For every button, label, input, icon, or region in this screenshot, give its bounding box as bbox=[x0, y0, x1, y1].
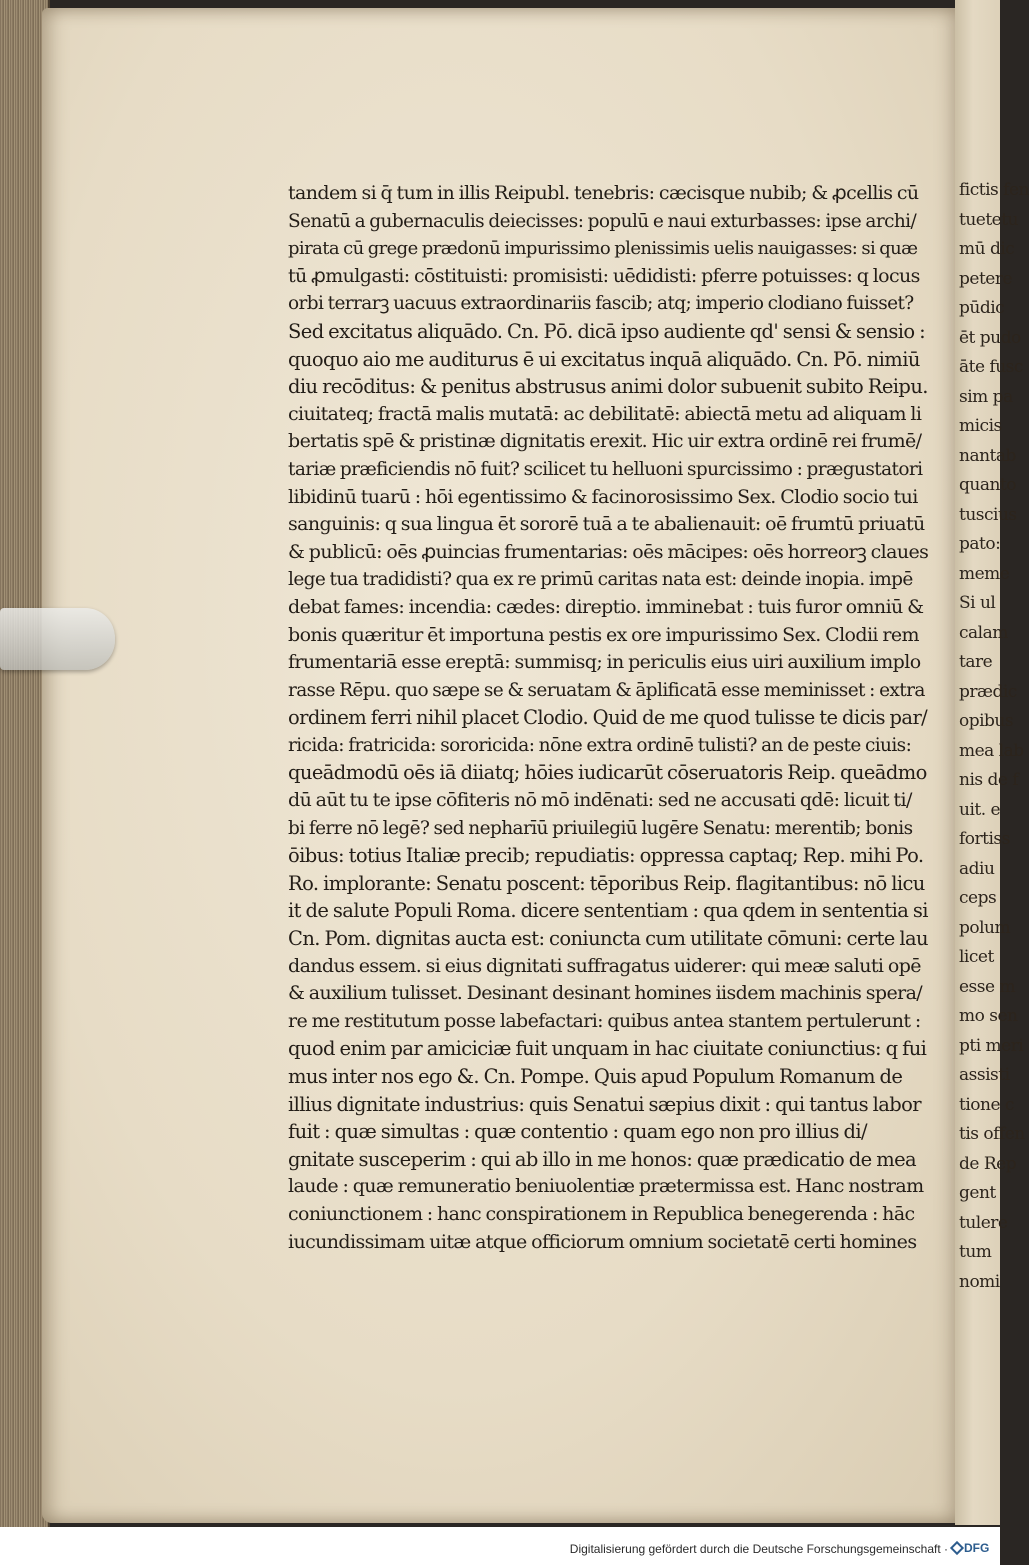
text-line: lege tua tradidisti? qua ex re primū caritas nata est: deinde inopia. impē bbox=[288, 569, 913, 591]
text-line: quod enim par amiciciæ fuit unquam in hac ciuitate coniunctius: q fui bbox=[288, 1037, 927, 1061]
text-line: frumentariā esse ereptā: summisq; in periculis eius uiri auxilium implo bbox=[288, 651, 921, 674]
facing-text-fragment: tulere bbox=[959, 1212, 1008, 1233]
dfg-logo-text: DFG bbox=[964, 1541, 990, 1555]
facing-text-fragment: uit. e bbox=[959, 799, 1001, 820]
text-line: Ro. implorante: Senatu poscent: tēporibus Reip. flagitantibus: nō licu bbox=[288, 871, 925, 895]
facing-text-fragment: nomi bbox=[959, 1271, 1000, 1292]
text-line: Senatū a gubernaculis deiecisses: populū e naui exturbasses: ipse archi/ bbox=[288, 210, 917, 232]
facing-text-fragment: adiu bbox=[959, 858, 995, 879]
text-line: gnitate susceperim : qui ab illo in me honos: quæ prædicatio de mea bbox=[288, 1147, 917, 1171]
facing-text-fragment: meme bbox=[959, 563, 1010, 584]
text-line: Sed excitatus aliquādo. Cn. Pō. dicā ipso audiente qd' sensi & sensio : bbox=[288, 319, 926, 343]
facing-text-fragment: petere bbox=[959, 268, 1013, 289]
facing-text-fragment: tis offen bbox=[959, 1124, 1025, 1144]
text-line: & publicū: oēs ꝓuincias frumentarias: oēs mācipes: oēs horreorꝫ claues bbox=[288, 540, 929, 563]
facing-text-fragment: fictis fen bbox=[959, 180, 1029, 200]
text-line: ricida: fratricida: sororicida: nōne extra ordinē tulisti? an de peste ciuis: bbox=[288, 734, 912, 756]
facing-text-fragment: pti meri bbox=[959, 1035, 1024, 1056]
text-line: Cn. Pom. dignitas aucta est: coniuncta cum utilitate cōmuni: certe lau bbox=[288, 927, 928, 951]
facing-text-fragment: esse m bbox=[959, 976, 1016, 997]
facing-text-fragment: micis bbox=[959, 416, 1002, 436]
text-line: iucundissimam uitæ atque officiorum omnium societatē certi homines bbox=[288, 1230, 917, 1253]
text-line: pirata cū grege prædonū impurissimo plenissimis uelis nauigasses: si quæ bbox=[288, 238, 918, 260]
text-line: laude : quæ remuneratio beniuolentiæ prætermissa est. Hanc nostram bbox=[288, 1175, 924, 1198]
facing-text-fragment: polum bbox=[959, 917, 1011, 938]
facing-text-fragment: de Rep bbox=[959, 1153, 1017, 1174]
facing-text-fragment: tuetetu bbox=[959, 209, 1019, 230]
facing-text-fragment: pūdic bbox=[959, 298, 1005, 318]
facing-text-fragment: tum bbox=[959, 1242, 992, 1262]
text-line: libidinū tuarū : hōi egentissimo & facinorosissimo Sex. Clodio socio tui bbox=[288, 485, 918, 508]
facing-text-fragment: tare bbox=[959, 652, 993, 672]
text-line: diu recōditus: & penitus abstrusus animi dolor subuenit subito Reipu. bbox=[288, 375, 928, 399]
dfg-diamond-icon bbox=[950, 1541, 964, 1555]
text-line: ordinem ferri nihil placet Clodio. Quid de me quod tulisse te dicis par/ bbox=[288, 706, 928, 730]
page-clamp bbox=[0, 608, 115, 670]
facing-text-fragment: tuscius bbox=[959, 504, 1017, 525]
facing-text-fragment: āte fusc bbox=[959, 357, 1023, 377]
text-line: rasse Rēpu. quo sæpe se & seruatam & āplificatā esse meminisset : extra bbox=[288, 679, 925, 701]
main-text-block bbox=[288, 180, 928, 1256]
facing-text-fragment: mū dic bbox=[959, 239, 1015, 259]
text-line: orbi terrarꝫ uacuus extraordinariis fascib; atq; imperio clodiano fuisset? bbox=[288, 293, 914, 315]
facing-text-fragment: pato: bbox=[959, 534, 1001, 554]
facing-text-fragment: calam bbox=[959, 622, 1008, 643]
text-line: bertatis spē & pristinæ dignitatis erexit. Hic uir extra ordinē rei frumē/ bbox=[288, 430, 922, 453]
facing-text-fragment: nis de f bbox=[959, 770, 1019, 790]
facing-text-fragment: tione c bbox=[959, 1094, 1014, 1115]
text-line: re me restitutum posse labefactari: quibus antea stantem pertulerunt : bbox=[288, 1009, 921, 1032]
facing-text-fragment: quanto bbox=[959, 475, 1016, 495]
facing-text-fragment: ēt pudo bbox=[959, 327, 1021, 348]
facing-text-fragment: mo sen bbox=[959, 1006, 1018, 1026]
facing-text-fragment: prædic bbox=[959, 681, 1017, 702]
facing-text-fragment: nantab bbox=[959, 445, 1016, 466]
text-line: illius dignitate industrius: quis Senatui sæpius dixit : qui tantus labor bbox=[288, 1092, 921, 1116]
text-line: dū aūt tu te ipse cōfiteris nō mō indēnati: sed ne accusati qdē: licuit ti/ bbox=[288, 789, 912, 812]
text-line: sanguinis: q sua lingua ēt sororē tuā a te abalienauit: oē frumtū priuatū bbox=[288, 513, 925, 536]
text-line: quoquo aio me auditurus ē ui excitatus inquā aliquādo. Cn. Pō. nimiū bbox=[288, 347, 920, 371]
facing-text-fragment: mea lab bbox=[959, 740, 1024, 761]
text-line: tandem si q̄ tum in illis Reipubl. tenebris: cæcisque nubib; & ꝓcellis cū bbox=[288, 182, 919, 204]
facing-text-fragment: Si ul bbox=[959, 593, 996, 613]
text-line: bonis quæritur ēt importuna pestis ex ore impurissimo Sex. Clodii rem bbox=[288, 623, 919, 646]
text-line: & auxilium tulisset. Desinant desinant homines iisdem machinis spera/ bbox=[288, 982, 923, 1005]
text-line: queādmodū oēs iā diiatq; hōies iudicarūt cōseruatoris Reip. queādmo bbox=[288, 761, 927, 785]
text-line: tariæ præficiendis nō fuit? scilicet tu helluoni spurcissimo : prægustatori bbox=[288, 458, 923, 480]
text-line: ōibus: totius Italiæ precib; repudiatis: oppressa captaq; Rep. mihi Po. bbox=[288, 844, 924, 868]
text-line: it de salute Populi Roma. dicere sententiam : qua qdem in sententia si bbox=[288, 899, 928, 923]
text-line: tū ꝓmulgasti: cōstituisti: promisisti: uēdidisti: pferre potuisses: q locus bbox=[288, 264, 920, 287]
facing-text-fragment: fortiss bbox=[959, 829, 1010, 849]
facing-text-fragment: opibus bbox=[959, 711, 1014, 731]
text-line: mus inter nos ego &. Cn. Pompe. Quis apud Populum Romanum de bbox=[288, 1065, 903, 1088]
dfg-logo bbox=[952, 1539, 992, 1557]
text-line: coniunctionem : hanc conspirationem in Republica benegerenda : hāc bbox=[288, 1202, 915, 1225]
facing-text-fragment: sim pa bbox=[959, 386, 1013, 407]
funding-credit: Digitalisierung gefördert durch die Deutsche Forschungsgemeinschaft · bbox=[569, 1542, 948, 1556]
facing-text-fragment: licet bbox=[959, 947, 994, 967]
facing-page bbox=[955, 0, 1029, 1525]
text-line: fuit : quæ simultas : quæ contentio : quam ego non pro illius di/ bbox=[288, 1120, 867, 1144]
text-line: debat fames: incendia: cædes: direptio. imminebat : tuis furor omniū & bbox=[288, 595, 924, 618]
facing-text-fragment: assisti bbox=[959, 1065, 1010, 1085]
text-line: bi ferre nō legē? sed nepharīū priuilegiū lugēre Senatu: merentib; bonis bbox=[288, 817, 913, 839]
text-line: ciuitateq; fractā malis mutatā: ac debilitatē: abiectā metu ad aliquam li bbox=[288, 402, 922, 425]
facing-text-fragment: gent bbox=[959, 1183, 996, 1203]
facing-text-fragment: ceps bbox=[959, 888, 997, 908]
text-line: dandus essem. si eius dignitati suffragatus uiderer: qui meæ saluti opē bbox=[288, 954, 921, 977]
